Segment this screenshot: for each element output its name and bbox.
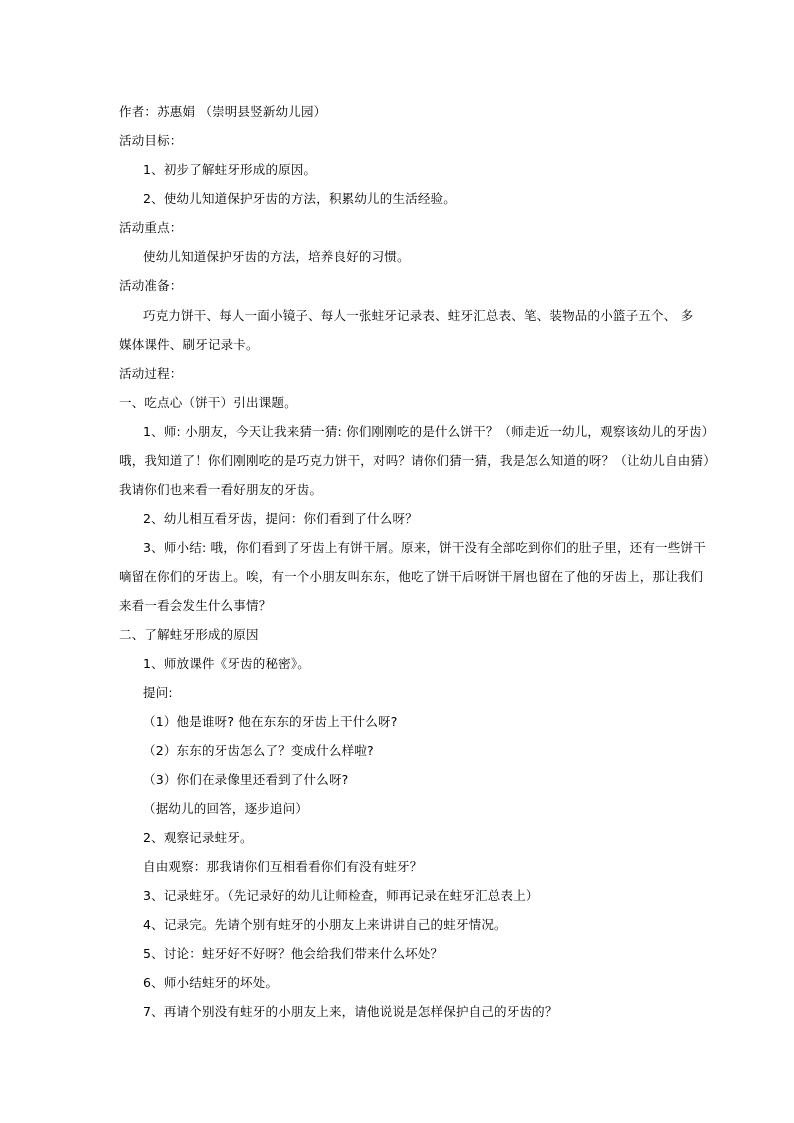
paragraph-line: 1、师: 小朋友，今天让我来猜一猜: 你们刚刚吃的是什么饼干？（师走近一幼儿，观察该幼儿的牙齿） [143, 424, 715, 439]
step-line: 4、记录完。先请个别有蛀牙的小朋友上来讲讲自己的蛀牙情况。 [143, 917, 507, 932]
goal-item-2: 2、使幼儿知道保护牙齿的方法，积累幼儿的生活经验。 [143, 191, 456, 206]
step-line: 1、师放课件《牙齿的秘密》。 [143, 656, 311, 671]
focus-text: 使幼儿知道保护牙齿的方法，培养良好的习惯。 [143, 249, 410, 264]
paragraph-line: 嘀留在你们的牙齿上。唉，有一个小朋友叫东东，他吃了饼干后呀饼干屑也留在了他的牙齿上，那让我们 [119, 569, 704, 584]
heading-activity-focus: 活动重点： [119, 220, 183, 235]
preparation-text-line-1: 巧克力饼干、每人一面小镜子、每人一张蛀牙记录表、蛀牙汇总表、笔、装物品的小篮子五个、 多 [143, 308, 694, 323]
paragraph-line: 我请你们也来看一看好朋友的牙齿。 [119, 482, 323, 497]
question-label: 提问: [143, 685, 173, 700]
question-item: （3）你们在录像里还看到了什么呀? [143, 772, 349, 787]
step-line: 3、记录蛀牙。（先记录好的幼儿让师检查，师再记录在蛀牙汇总表上） [143, 888, 539, 903]
section-2-title: 二、了解蛀牙形成的原因 [119, 627, 259, 642]
goal-item-1: 1、初步了解蛀牙形成的原因。 [143, 162, 317, 177]
step-line: 2、观察记录蛀牙。 [143, 830, 253, 845]
paragraph-line: 哦，我知道了！你们刚刚吃的是巧克力饼干，对吗？请你们猜一猜，我是怎么知道的呀？（让幼儿自由猜） [119, 453, 716, 468]
step-line: 6、师小结蛀牙的坏处。 [143, 975, 279, 990]
step-line: 7、再请个别没有蛀牙的小朋友上来，请他说说是怎样保护自己的牙齿的？ [143, 1004, 558, 1019]
note-line: （据幼儿的回答，逐步追问） [143, 801, 309, 816]
author-line: 作者：苏惠娟 （崇明县竖新幼儿园） [119, 104, 327, 119]
paragraph-line: 3、师小结: 哦，你们看到了牙齿上有饼干屑。原来，饼干没有全部吃到你们的肚子里，还有一些饼干 [143, 540, 706, 555]
question-item: （1）他是谁呀? 他在东东的牙齿上干什么呀? [143, 714, 398, 729]
heading-activity-preparation: 活动准备： [119, 278, 183, 293]
question-item: （2）东东的牙齿怎么了？变成什么样啦? [143, 743, 374, 758]
step-line: 5、讨论：蛀牙好不好呀？他会给我们带来什么坏处？ [143, 946, 444, 961]
section-1-title: 一、吃点心（饼干）引出课题。 [119, 395, 297, 410]
step-line: 自由观察：那我请你们互相看看你们有没有蛀牙？ [143, 859, 423, 874]
preparation-text-line-2: 媒体课件、刷牙记录卡。 [119, 337, 259, 352]
heading-activity-process: 活动过程： [119, 366, 183, 381]
paragraph-line: 2、幼儿相互看牙齿，提问：你们看到了什么呀？ [143, 511, 418, 526]
paragraph-line: 来看一看会发生什么事情？ [119, 598, 272, 613]
heading-activity-goals: 活动目标： [119, 133, 183, 148]
